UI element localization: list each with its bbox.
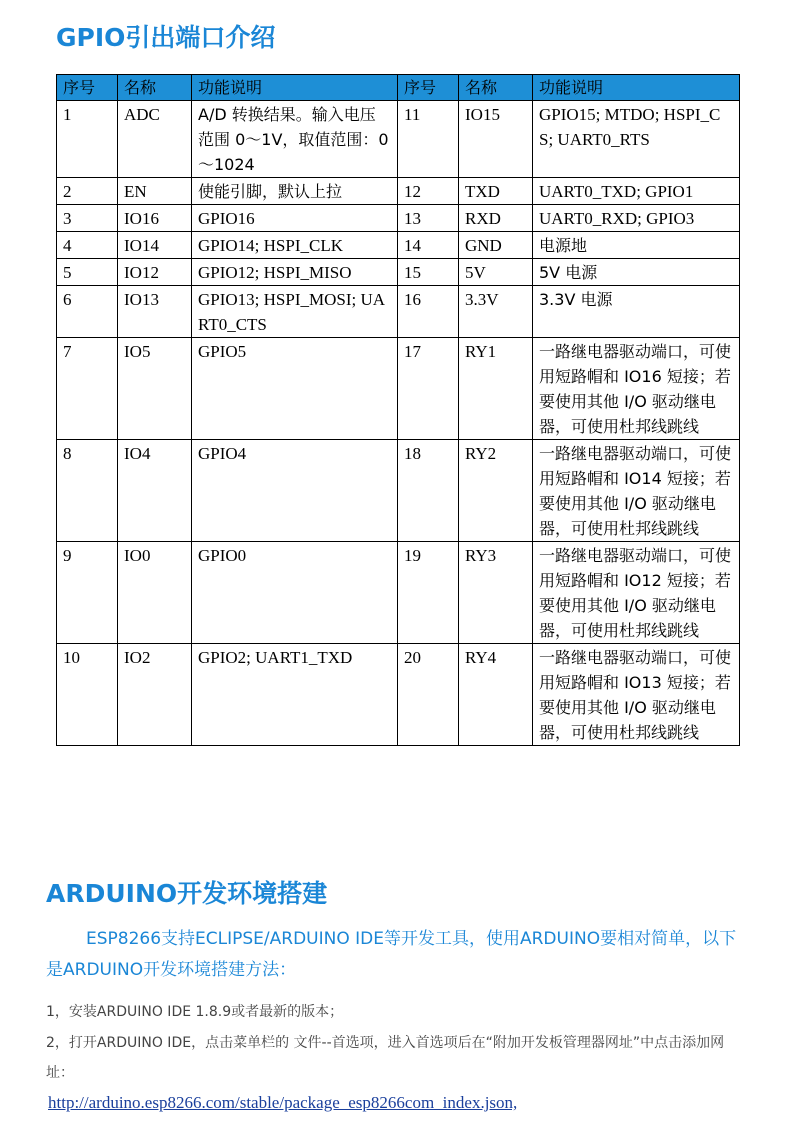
header-cell: 功能说明: [192, 75, 398, 101]
header-cell: 序号: [398, 75, 459, 101]
table-cell: IO13: [118, 286, 192, 338]
table-cell: GPIO14; HSPI_CLK: [192, 232, 398, 259]
table-cell: IO2: [118, 644, 192, 746]
table-row: [57, 101, 740, 178]
table-cell: 17: [398, 338, 459, 440]
table-cell: 一路继电器驱动端口，可使用短路帽和 IO16 短接；若要使用其他 I/O 驱动继电器，可使用杜邦线跳线: [533, 338, 740, 440]
table-cell: GPIO16: [192, 205, 398, 232]
table-cell: 使能引脚，默认上拉: [192, 178, 398, 205]
table-cell: 5V 电源: [533, 259, 740, 286]
table-header-row: [57, 75, 740, 101]
table-cell: RY3: [459, 542, 533, 644]
table-cell: GPIO15; MTDO; HSPI_CS; UART0_RTS: [533, 101, 740, 178]
table-cell: GPIO0: [192, 542, 398, 644]
step-open-preferences: 2，打开ARDUINO IDE，点击菜单栏的 文件--首选项，进入首选项后在“附加开发板管理器网址”中点击添加网址：: [46, 1035, 725, 1081]
table-row: [57, 440, 740, 542]
table-row: [57, 178, 740, 205]
step-install: 1，安装ARDUINO IDE 1.8.9或者最新的版本；: [46, 1004, 344, 1020]
table-cell: 16: [398, 286, 459, 338]
table-cell: GPIO2; UART1_TXD: [192, 644, 398, 746]
table-cell: 9: [57, 542, 118, 644]
table-row: [57, 338, 740, 440]
table-row: [57, 259, 740, 286]
table-cell: 一路继电器驱动端口，可使用短路帽和 IO14 短接；若要使用其他 I/O 驱动继电器，可使用杜邦线跳线: [533, 440, 740, 542]
header-cell: 序号: [57, 75, 118, 101]
table-cell: 14: [398, 232, 459, 259]
table-cell: 5V: [459, 259, 533, 286]
table-row: [57, 542, 740, 644]
table-cell: RXD: [459, 205, 533, 232]
table-cell: GPIO13; HSPI_MOSI; UART0_CTS: [192, 286, 398, 338]
header-cell: 名称: [118, 75, 192, 101]
table-cell: 一路继电器驱动端口，可使用短路帽和 IO12 短接；若要使用其他 I/O 驱动继电器，可使用杜邦线跳线: [533, 542, 740, 644]
table-cell: 一路继电器驱动端口，可使用短路帽和 IO13 短接；若要使用其他 I/O 驱动继电器，可使用杜邦线跳线: [533, 644, 740, 746]
table-cell: 5: [57, 259, 118, 286]
section-title-gpio: GPIO引出端口介绍: [56, 23, 276, 52]
table-cell: 3.3V 电源: [533, 286, 740, 338]
table-cell: 6: [57, 286, 118, 338]
table-row: [57, 286, 740, 338]
table-cell: 2: [57, 178, 118, 205]
table-cell: 1: [57, 101, 118, 178]
table-cell: IO15: [459, 101, 533, 178]
section-title-arduino: ARDUINO开发环境搭建: [46, 879, 328, 908]
table-cell: 电源地: [533, 232, 740, 259]
table-cell: 3.3V: [459, 286, 533, 338]
table-row: [57, 232, 740, 259]
table-cell: IO5: [118, 338, 192, 440]
table-cell: 7: [57, 338, 118, 440]
table-cell: RY1: [459, 338, 533, 440]
intro-paragraph: ESP8266支持ECLIPSE/ARDUINO IDE等开发工具，使用ARDUINO要相对简单，以下是ARDUINO开发环境搭建方法：: [46, 929, 737, 980]
header-cell: 功能说明: [533, 75, 740, 101]
table-cell: 10: [57, 644, 118, 746]
table-cell: IO16: [118, 205, 192, 232]
table-cell: RY2: [459, 440, 533, 542]
table-cell: IO14: [118, 232, 192, 259]
table-cell: IO4: [118, 440, 192, 542]
table-cell: 11: [398, 101, 459, 178]
table-cell: IO0: [118, 542, 192, 644]
table-cell: 3: [57, 205, 118, 232]
table-body: [57, 101, 740, 746]
table-cell: GPIO4: [192, 440, 398, 542]
table-row: [57, 644, 740, 746]
table-cell: 13: [398, 205, 459, 232]
table-cell: 18: [398, 440, 459, 542]
header-cell: 名称: [459, 75, 533, 101]
table-cell: ADC: [118, 101, 192, 178]
table-cell: 15: [398, 259, 459, 286]
table-cell: IO12: [118, 259, 192, 286]
table-cell: GPIO5: [192, 338, 398, 440]
table-cell: A/D 转换结果。输入电压范围 0～1V，取值范围：0～1024: [192, 101, 398, 178]
table-cell: UART0_RXD; GPIO3: [533, 205, 740, 232]
table-cell: 19: [398, 542, 459, 644]
table-cell: 20: [398, 644, 459, 746]
table-cell: GND: [459, 232, 533, 259]
table-cell: RY4: [459, 644, 533, 746]
table-cell: 12: [398, 178, 459, 205]
table-cell: EN: [118, 178, 192, 205]
table-cell: 4: [57, 232, 118, 259]
table-cell: TXD: [459, 178, 533, 205]
gpio-pin-table: [56, 74, 740, 746]
table-row: [57, 205, 740, 232]
table-cell: GPIO12; HSPI_MISO: [192, 259, 398, 286]
board-manager-url-link[interactable]: http://arduino.esp8266.com/stable/package_esp8266com_index.json,: [48, 1093, 518, 1112]
table-cell: UART0_TXD; GPIO1: [533, 178, 740, 205]
table-cell: 8: [57, 440, 118, 542]
